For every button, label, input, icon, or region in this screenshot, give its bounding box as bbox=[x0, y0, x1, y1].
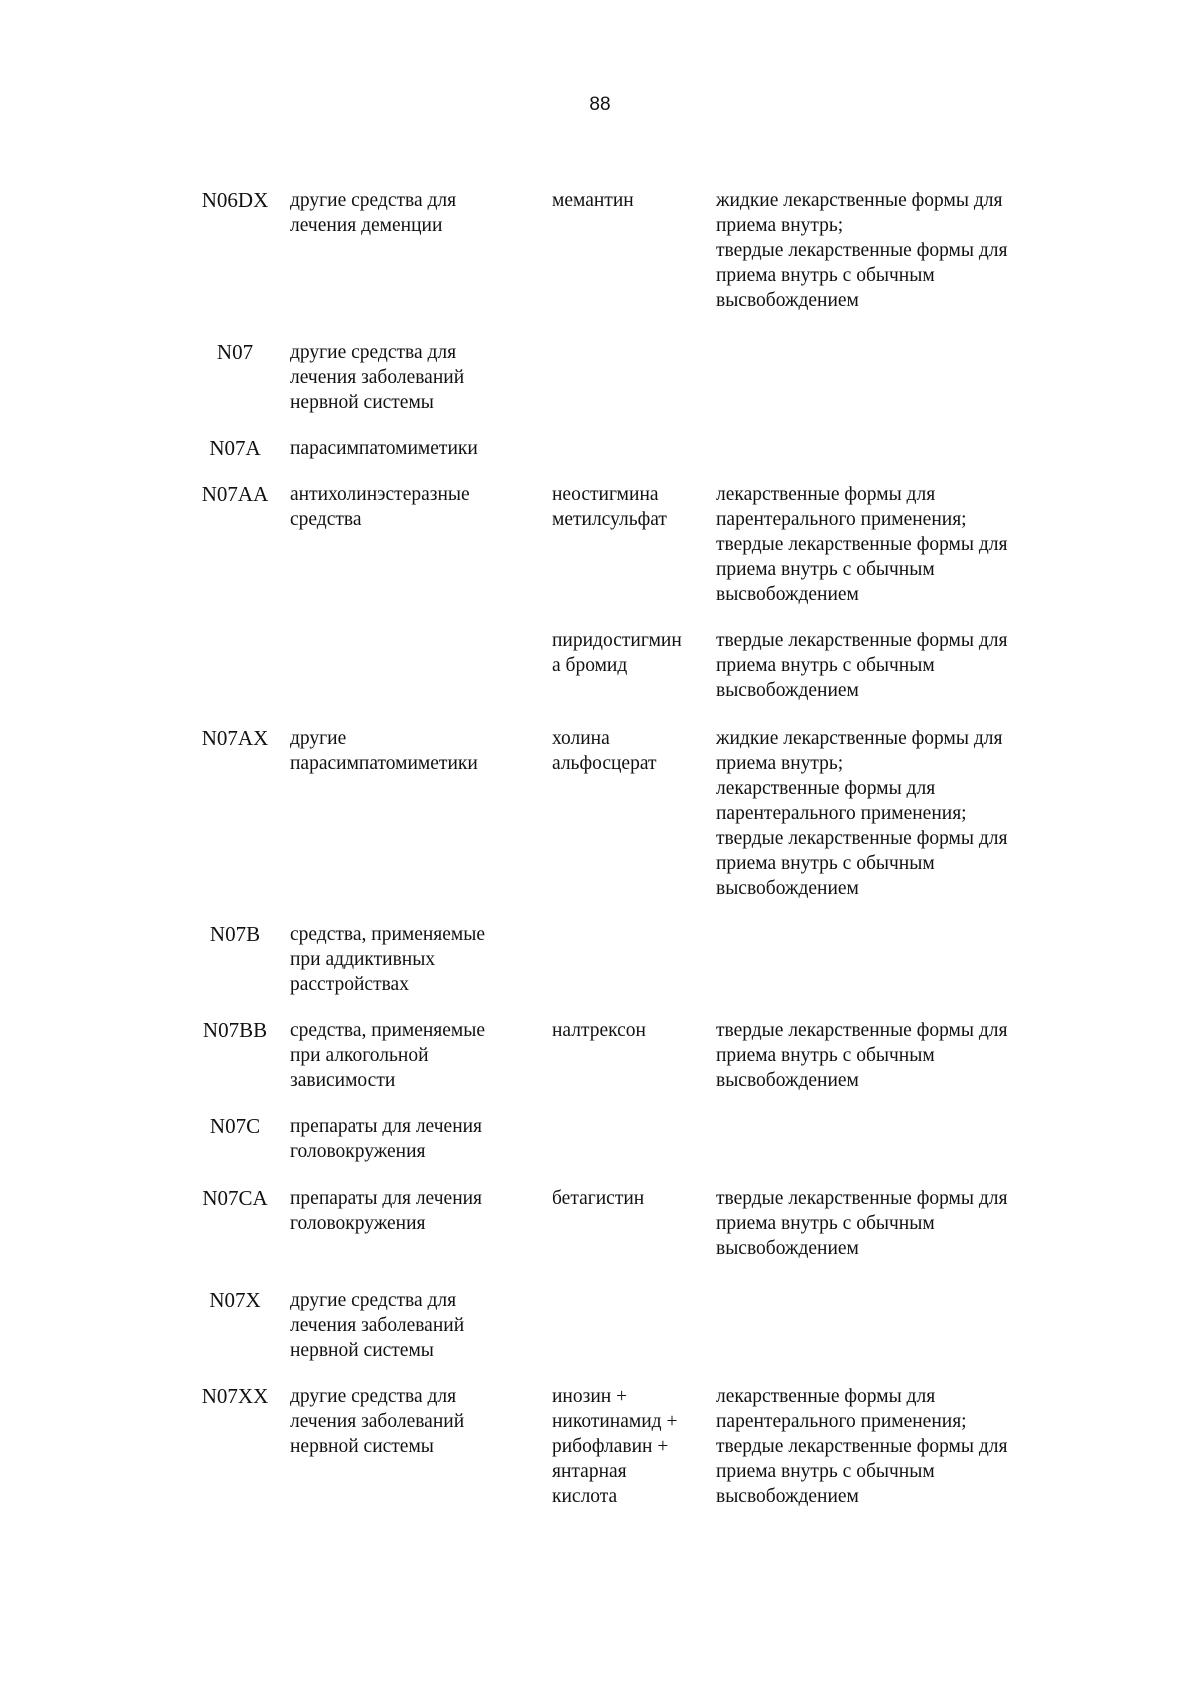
atc-code: N06DX bbox=[201, 188, 269, 212]
atc-group: другие средства для лечения заболеваний нервной системы bbox=[290, 1290, 465, 1361]
atc-group: препараты для лечения головокружения bbox=[290, 1116, 483, 1162]
dosage-form: жидкие лекарственные формы для приема внутрь; лекарственные формы для парентерального применения; твердые лекарственные формы для приема внутрь с обычным высвобождением bbox=[716, 728, 1008, 899]
atc-code: N07XX bbox=[201, 1384, 269, 1408]
atc-group: средства, применяемые при алкогольной зависимости bbox=[290, 1020, 486, 1091]
atc-code: N07CA bbox=[202, 1186, 268, 1210]
dosage-form: твердые лекарственные формы для приема внутрь с обычным высвобождением bbox=[716, 630, 1008, 701]
atc-code: N07C bbox=[209, 1114, 261, 1138]
atc-code: N07A bbox=[209, 436, 261, 460]
atc-code: N07 bbox=[216, 340, 254, 364]
atc-code: N07AX bbox=[201, 726, 269, 750]
drug-name: неостигмина метилсульфат bbox=[552, 484, 667, 530]
atc-group: другие парасимпатомиметики bbox=[290, 728, 478, 774]
drug-name: бетагистин bbox=[552, 1188, 645, 1209]
atc-group: другие средства для лечения деменции bbox=[290, 190, 457, 236]
drug-name: мемантин bbox=[552, 190, 634, 211]
dosage-form: твердые лекарственные формы для приема внутрь с обычным высвобождением bbox=[716, 1020, 1008, 1091]
atc-group: средства, применяемые при аддиктивных расстройствах bbox=[290, 924, 486, 995]
atc-group: препараты для лечения головокружения bbox=[290, 1188, 483, 1234]
dosage-form: лекарственные формы для парентерального применения; твердые лекарственные формы для приема внутрь с обычным высвобождением bbox=[716, 1386, 1008, 1507]
atc-code: N07AA bbox=[201, 482, 269, 506]
dosage-form: твердые лекарственные формы для приема внутрь с обычным высвобождением bbox=[716, 1188, 1008, 1259]
atc-group: парасимпатомиметики bbox=[290, 438, 478, 459]
page-number: 88 bbox=[589, 94, 611, 115]
drug-name: налтрексон bbox=[552, 1020, 646, 1041]
atc-code: N07X bbox=[209, 1288, 261, 1312]
atc-code: N07B bbox=[209, 922, 261, 946]
drug-name: пиридостигмин а бромид bbox=[552, 630, 682, 676]
atc-group: антихолинэстеразные средства bbox=[290, 484, 470, 530]
drug-name: холина альфосцерат bbox=[552, 728, 657, 774]
dosage-form: жидкие лекарственные формы для приема внутрь; твердые лекарственные формы для приема внутрь с обычным высвобождением bbox=[716, 190, 1008, 311]
atc-group: другие средства для лечения заболеваний нервной системы bbox=[290, 342, 465, 413]
dosage-form: лекарственные формы для парентерального применения; твердые лекарственные формы для приема внутрь с обычным высвобождением bbox=[716, 484, 1008, 605]
atc-code: N07BB bbox=[202, 1018, 268, 1042]
drug-name: инозин + никотинамид + рибофлавин + янтарная кислота bbox=[552, 1386, 678, 1507]
atc-group: другие средства для лечения заболеваний нервной системы bbox=[290, 1386, 465, 1457]
